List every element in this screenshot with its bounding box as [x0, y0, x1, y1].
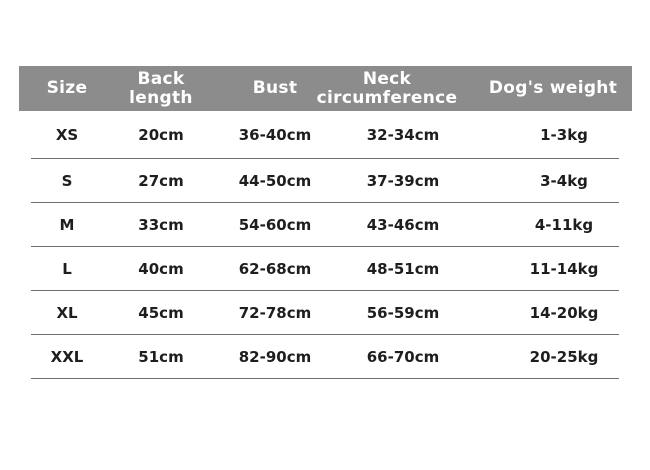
cell-back-length: 51cm [138, 347, 184, 366]
cell-dogs-weight: 14-20kg [529, 303, 599, 322]
cell-neck-circumference: 66-70cm [366, 347, 440, 366]
header-neck-circumference: Neck circumference [316, 68, 458, 108]
cell-back-length: 20cm [138, 125, 184, 144]
cell-neck-circumference: 48-51cm [366, 259, 440, 278]
cell-neck-circumference: 56-59cm [366, 303, 440, 322]
table-row [31, 291, 619, 335]
cell-size: XL [56, 303, 78, 322]
cell-dogs-weight: 1-3kg [540, 125, 588, 144]
cell-neck-circumference: 37-39cm [366, 171, 440, 190]
cell-bust: 62-68cm [238, 259, 312, 278]
cell-back-length: 40cm [138, 259, 184, 278]
cell-size: L [62, 259, 72, 278]
cell-bust: 82-90cm [238, 347, 312, 366]
size-chart-table [19, 66, 632, 379]
cell-bust: 44-50cm [238, 171, 312, 190]
cell-back-length: 45cm [138, 303, 184, 322]
cell-neck-circumference: 32-34cm [366, 125, 440, 144]
table-row [31, 247, 619, 291]
cell-size: XS [55, 125, 79, 144]
table-header [19, 66, 632, 111]
cell-bust: 54-60cm [238, 215, 312, 234]
cell-size: M [59, 215, 75, 234]
cell-neck-circumference: 43-46cm [366, 215, 440, 234]
header-back-length: Back length [129, 68, 193, 108]
cell-bust: 36-40cm [238, 125, 312, 144]
cell-bust: 72-78cm [238, 303, 312, 322]
cell-dogs-weight: 20-25kg [529, 347, 599, 366]
cell-dogs-weight: 3-4kg [540, 171, 588, 190]
cell-back-length: 33cm [138, 215, 184, 234]
header-size: Size [46, 78, 88, 98]
header-bust: Bust [252, 78, 298, 98]
table-row [31, 159, 619, 203]
table-row [31, 335, 619, 379]
cell-size: S [61, 171, 73, 190]
cell-back-length: 27cm [138, 171, 184, 190]
header-dogs-weight: Dog's weight [488, 78, 618, 98]
cell-size: XXL [50, 347, 84, 366]
table-body [31, 111, 619, 379]
table-row [31, 111, 619, 159]
cell-dogs-weight: 11-14kg [529, 259, 599, 278]
table-row [31, 203, 619, 247]
cell-dogs-weight: 4-11kg [534, 215, 594, 234]
